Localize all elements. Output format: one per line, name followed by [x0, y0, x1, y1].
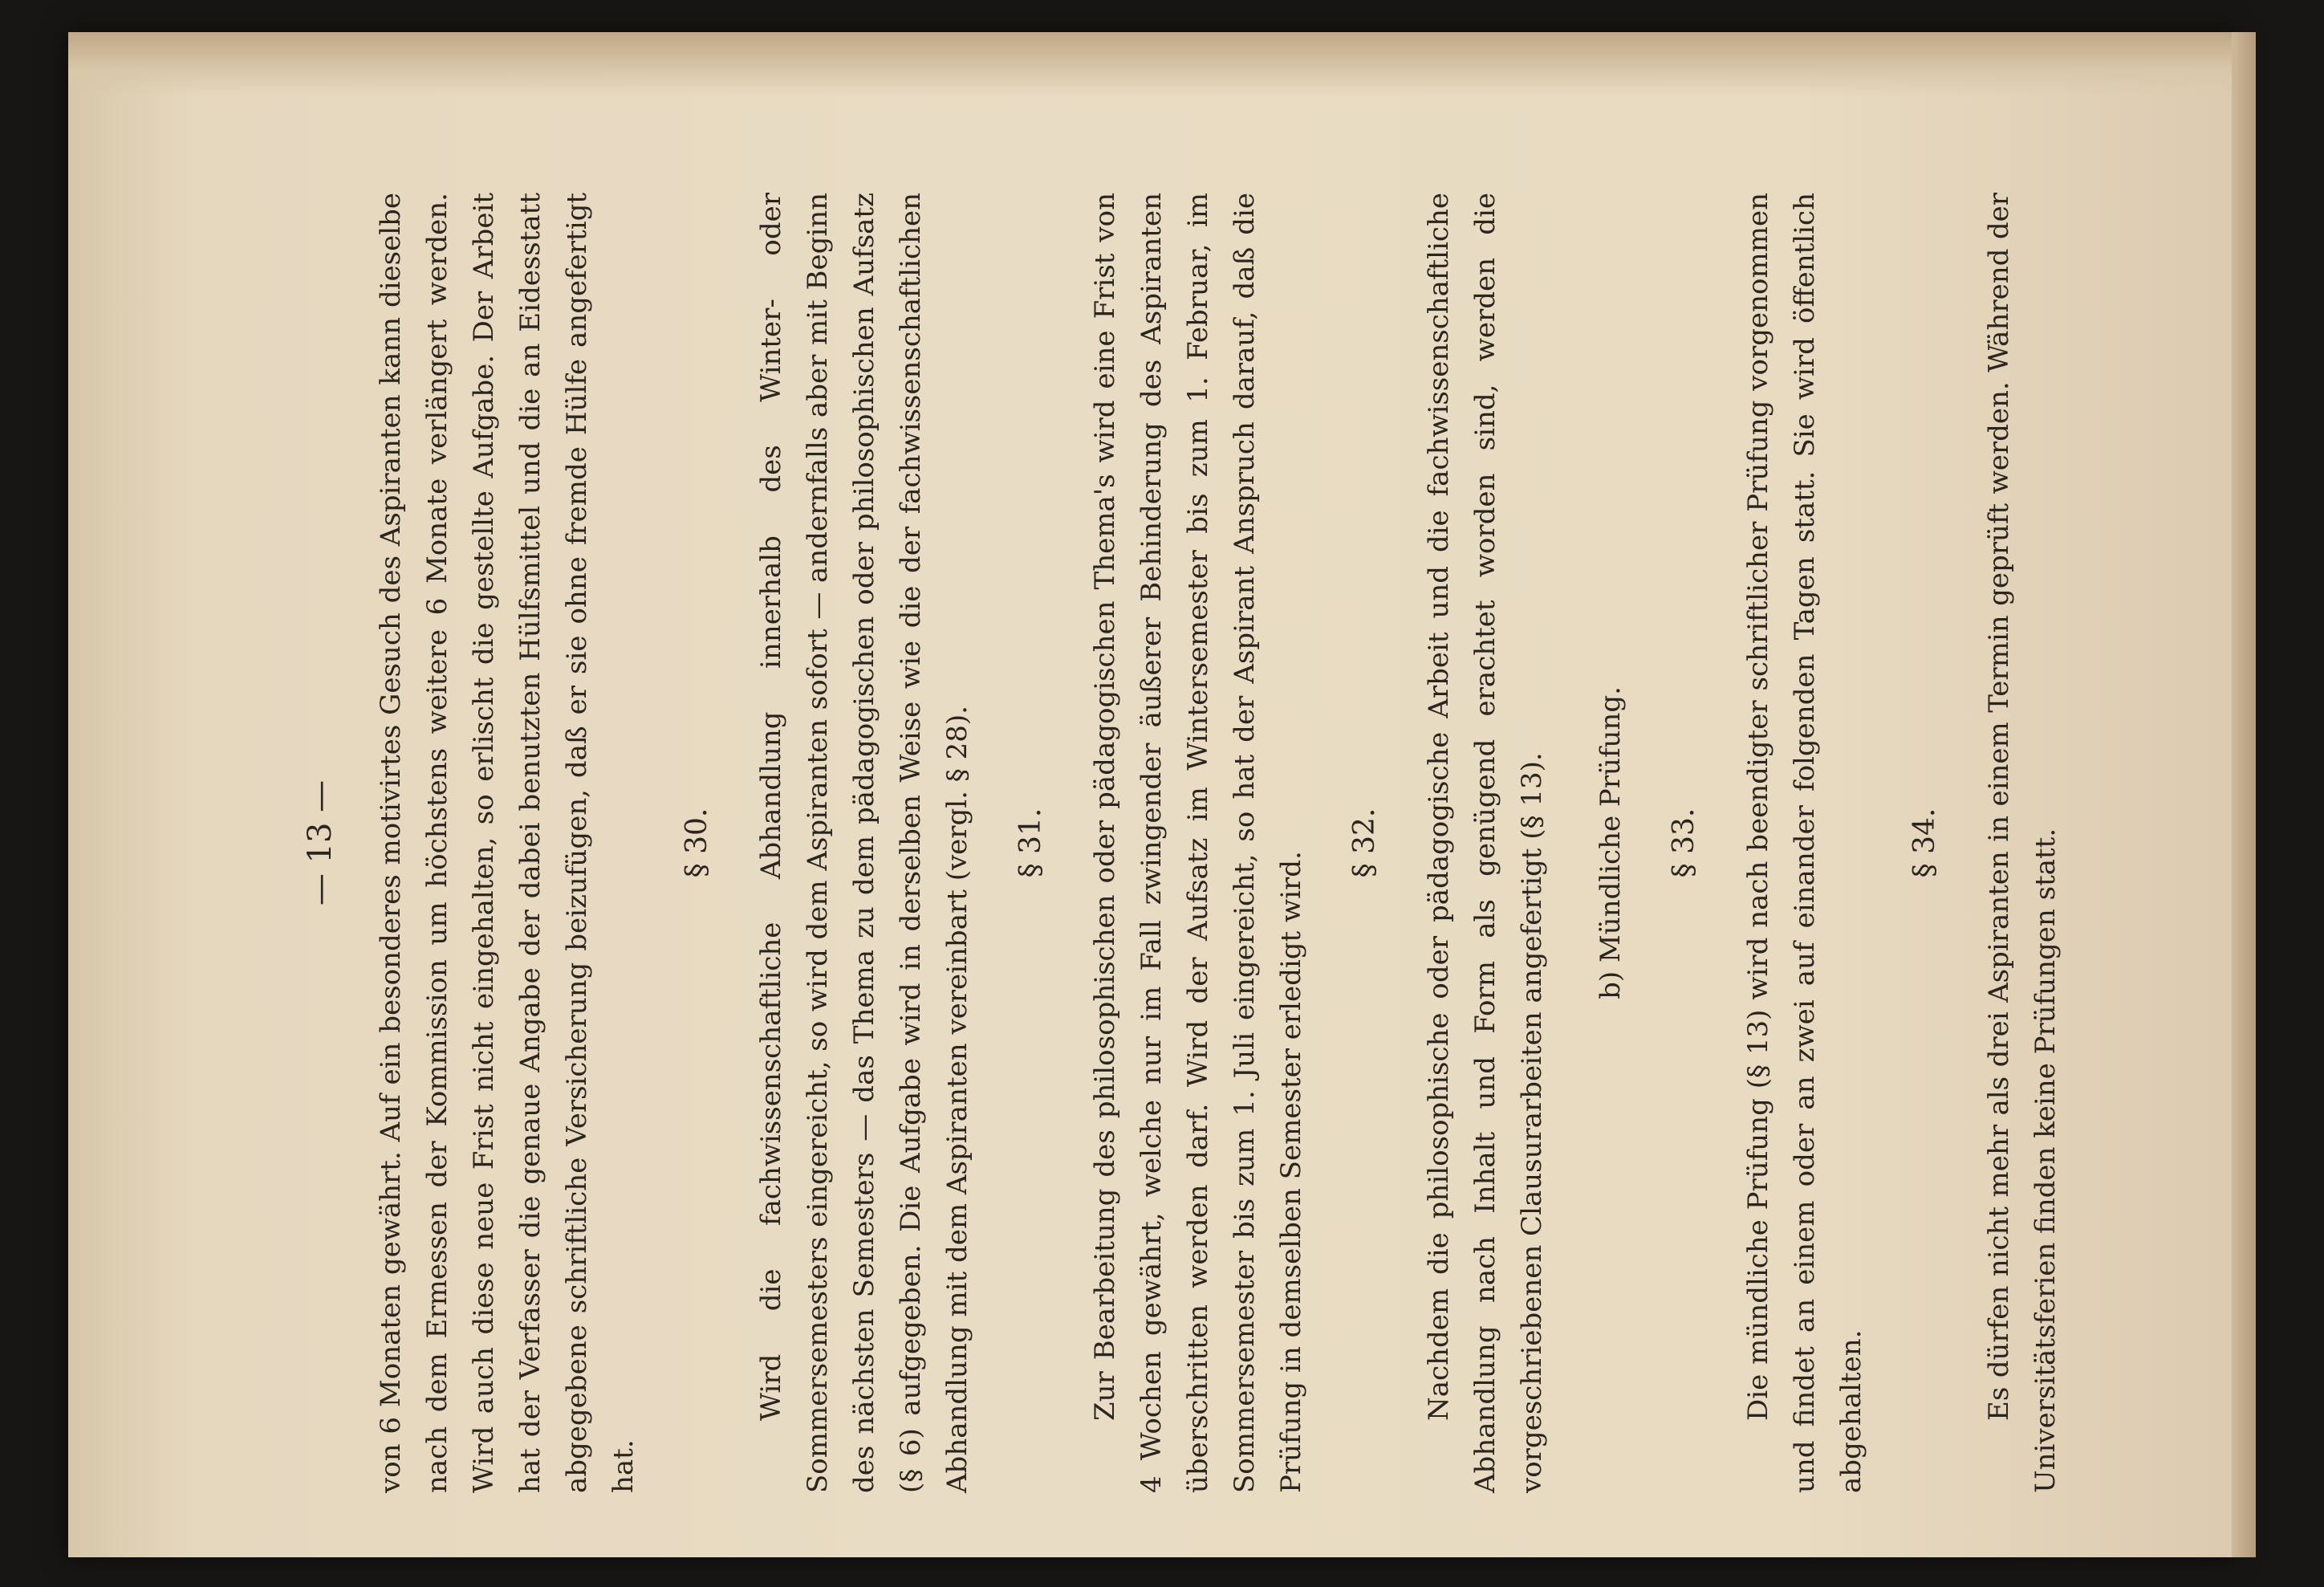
section-33-heading: § 33.: [1668, 808, 1700, 878]
section-b-heading: b) Mündliche Prüfung.: [1595, 686, 1627, 999]
intro-paragraph: von 6 Monaten gewährt. Auf ein besonderes motivirtes Gesuch des Aspiranten kann dieselbe nach dem Ermessen der Kommission um höchstens weitere 6 Monate verlängert werden. Wird auch diese neue Frist nicht eingehalten, so erlischt die gestellte Aufgabe. Der Arbeit hat der Verfasser die genaue Angabe der dabei benutzten Hülfsmittel und die an Eidesstatt abgegebene schriftliche Versicherung beizufügen, daß er sie ohne fremde Hülfe angefertigt hat.: [375, 193, 640, 1493]
section-30-heading: § 30.: [681, 808, 713, 878]
section-30-text: Wird die fachwissenschaftliche Abhandlung innerhalb des Winter- oder Sommersemesters eingereicht, so wird dem Aspiranten sofort — andernfalls aber mit Beginn des nächsten Semesters — das Thema zu dem pädagogischen oder philosophischen Aufsatz (§ 6) aufgegeben. Die Aufgabe wird in derselben Weise wie die der fachwissenschaftlichen Abhandlung mit dem Aspiranten vereinbart (vergl. § 28).: [755, 193, 973, 1493]
rotated-text-frame: [297, 193, 2062, 1493]
section-32-heading: § 32.: [1348, 808, 1381, 878]
section-31-text: Zur Bearbeitung des philosophischen oder pädagogischen Thema's wird eine Frist von 4 Wochen gewährt, welche nur im Fall zwingender äußerer Behinderung des Aspiranten überschritten werden darf. Wird der Aufsatz im Wintersemester bis zum 1. Februar, im Sommersemester bis zum 1. Juli eingereicht, so hat der Aspirant Anspruch darauf, daß die Prüfung in demselben Semester erledigt wird.: [1089, 193, 1307, 1493]
page-number: — 13 —: [302, 779, 339, 906]
page-edge: [2232, 32, 2256, 1557]
section-34-heading: § 34.: [1908, 808, 1941, 878]
page-text: [297, 193, 2062, 1493]
section-31-heading: § 31.: [1014, 808, 1047, 878]
book-gutter: [68, 32, 2235, 96]
section-33-text: Die mündliche Prüfung (§ 13) wird nach beendigter schriftlicher Prüfung vorgenommen und findet an einem oder an zwei auf einander folgenden Tagen statt. Sie wird öffentlich abgehalten.: [1742, 193, 1867, 1493]
section-32-text: Nachdem die philosophische oder pädagogische Arbeit und die fachwissenschaftliche Abhandlung nach Inhalt und Form als genügend erachtet worden sind, werden die vorgeschriebenen Clausurarbeiten angefertigt (§ 13).: [1423, 193, 1548, 1493]
section-34-text: Es dürfen nicht mehr als drei Aspiranten in einem Termin geprüft werden. Während der Universitätsferien finden keine Prüfungen statt.: [1983, 193, 2062, 1493]
